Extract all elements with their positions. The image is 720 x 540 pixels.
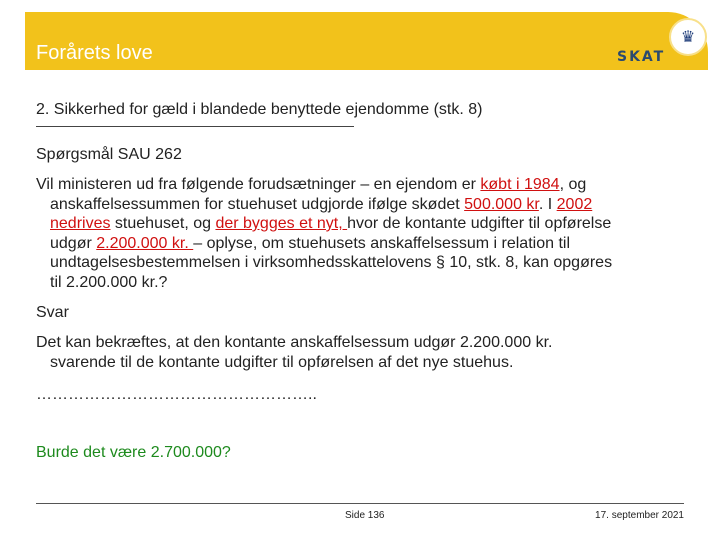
answer-heading: Svar <box>36 304 69 321</box>
text-segment: – oplyse, om stuehusets anskaffelsessum i relation til <box>193 234 570 252</box>
ellipsis: …………………………………………….. <box>36 386 317 403</box>
answer-line: Det kan bekræftes, at den kontante anskaffelsessum udgør 2.200.000 kr. <box>36 334 553 351</box>
highlighted-text: nedrives <box>50 215 111 232</box>
text-segment: undtagelsesbestemmelsen i virksomhedsskattelovens § 10, stk. 8, kan opgøres <box>50 254 613 271</box>
text-segment: . I <box>538 195 557 213</box>
text-segment: hvor de kontante udgifter til opførelse <box>347 215 612 232</box>
question-text <box>36 175 612 292</box>
text-segment: anskaffelsessummen for stuehuset udgjorde ifølge skødet <box>50 195 465 213</box>
divider <box>36 126 354 127</box>
slide-title: Forårets love <box>36 42 153 64</box>
text-segment: Vil ministeren ud fra følgende forudsætninger – en ejendom er <box>36 176 481 193</box>
highlighted-text: 2002 <box>556 195 593 213</box>
question-line <box>36 234 612 254</box>
highlighted-text: købt i 1984 <box>480 176 560 193</box>
footer-date: 17. september 2021 <box>595 510 684 521</box>
answer-text <box>36 333 552 372</box>
question-line <box>36 175 612 195</box>
question-line <box>36 253 612 273</box>
text-segment: til 2.200.000 kr.? <box>50 273 168 291</box>
text-segment: udgør <box>50 234 97 252</box>
section-subtitle: 2. Sikkerhed for gæld i blandede benyttede ejendomme (stk. 8) <box>36 101 483 118</box>
text-segment: , og <box>559 176 587 193</box>
question-line <box>36 273 612 293</box>
footer-divider <box>36 503 684 504</box>
highlighted-text: 2.200.000 kr. <box>96 234 194 252</box>
skat-logo: SKAT <box>617 49 666 65</box>
question-line <box>36 195 612 215</box>
page-number: Side 136 <box>345 510 385 521</box>
question-line <box>36 214 612 234</box>
question-heading: Spørgsmål SAU 262 <box>36 146 182 163</box>
crown-icon: ♛ <box>669 18 707 56</box>
highlighted-text: der bygges et nyt, <box>215 215 348 232</box>
text-segment: stuehuset, og <box>110 215 216 232</box>
answer-line: svarende til de kontante udgifter til opførelsen af det nye stuehus. <box>50 353 514 371</box>
highlighted-text: 500.000 kr <box>464 195 539 213</box>
comment-note: Burde det være 2.700.000? <box>36 444 231 461</box>
